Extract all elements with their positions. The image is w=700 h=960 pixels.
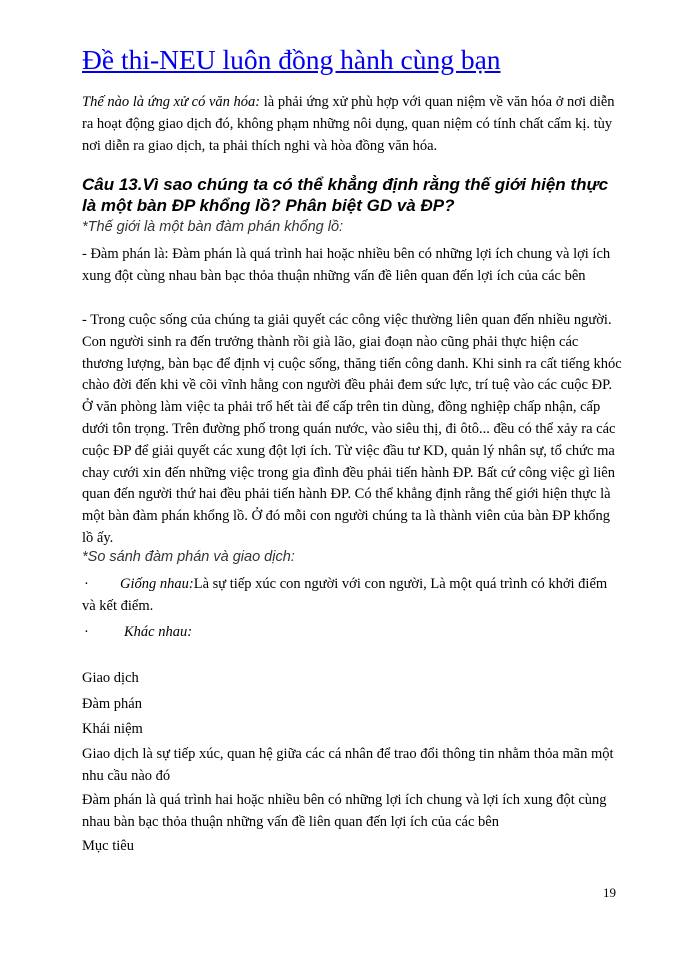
- section1-heading: *Thế giới là một bàn đàm phán khổng lồ:: [82, 219, 344, 235]
- question-title: Câu 13.Vì sao chúng ta có thể khẳng định rằng thế giới hiện thực là một bàn ĐP khổng lồ? Phân biệt GD và ĐP?: [82, 175, 609, 215]
- gd-definition: Giao dịch là sự tiếp xúc, quan hệ giữa các cá nhân để trao đổi thông tin nhằm thỏa mãn một nhu cầu nào đó: [82, 746, 614, 784]
- header-link[interactable]: Đề thi-NEU luôn đồng hành cùng bạn: [82, 44, 501, 75]
- dp-definition: Đàm phán là quá trình hai hoặc nhiều bên có những lợi ích chung và lợi ích xung đột cùng nhau bàn bạc thỏa thuận những vấn đề liên quan đến lợi ích của các bên: [82, 792, 607, 830]
- section1-para2: - Trong cuộc sống của chúng ta giải quyết các công việc thường liên quan đến nhiều người. Con người sinh ra đến trưởng thành rồi già lão, giai đoạn nào cũng phải thực hiện các thương lượng, bàn bạc để định vị cuộc sống, thăng tiến công danh. Khi sinh ra cất tiếng khóc chào đời đến khi về cõi vĩnh hằng con người đều phải đem sức lực, trí tuệ vào các cuộc ĐP. Ở văn phòng làm việc ta phải trổ hết tài để cấp trên tin dùng, đồng nghiệp chấp nhận, cấp dưới tôn trọng. Trên đường phố trong quán nước, vào siêu thị, đi ôtô... đều có thể xảy ra các cuộc ĐP để giải quyết các xung đột lợi ích. Từ việc đầu tư KD, quản lý nhân sự, tổ chức ma chay cưới xin đến những việc trong gia đình đều phải tiến hành ĐP. Bất cứ công việc gì liên quan đến người thứ hai đều phải tiến hành ĐP. Có thể khẳng định rằng thế giới hiện thực là một bàn đàm phán khổng lồ. Ở đó mỗi con người chúng ta là thành viên của bàn ĐP khổng lồ ấy.: [82, 312, 622, 546]
- table-row-muc-tieu: Mục tiêu: [82, 838, 134, 854]
- section2-heading: *So sánh đàm phán và giao dịch:: [82, 549, 295, 565]
- bullet-similar: ·: [84, 576, 89, 592]
- page-number: 19: [603, 885, 616, 900]
- table-col-dam-phan: Đàm phán: [82, 696, 142, 712]
- similar-label: Giống nhau:: [120, 576, 194, 592]
- intro-text: là phải ứng xử phù hợp với quan niệm về văn hóa ở nơi diễn ra hoạt động giao dịch đó, không phạm những nôi dụng, quan niệm có tính chất cấm kị. tùy nơi diễn ra giao dịch, ta phải thích nghi và hòa đồng văn hóa.: [82, 94, 615, 154]
- table-col-giao-dich: Giao dịch: [82, 670, 139, 686]
- table-row-khai-niem: Khái niệm: [82, 721, 143, 737]
- similar-paragraph: [82, 574, 622, 618]
- similar-text: Là sự tiếp xúc con người với con người, Là một quá trình có khởi điểm và kết điểm.: [82, 576, 608, 614]
- bullet-different: ·: [84, 624, 89, 640]
- intro-italic-lead: Thế nào là ứng xử có văn hóa:: [82, 94, 261, 110]
- different-label: Khác nhau:: [124, 624, 193, 640]
- section1-para1: - Đàm phán là: Đàm phán là quá trình hai hoặc nhiều bên có những lợi ích chung và lợi ích xung đột cùng nhau bàn bạc thỏa thuận những vấn đề liên quan đến lợi ích của các bên: [82, 246, 611, 284]
- intro-paragraph: [82, 92, 622, 157]
